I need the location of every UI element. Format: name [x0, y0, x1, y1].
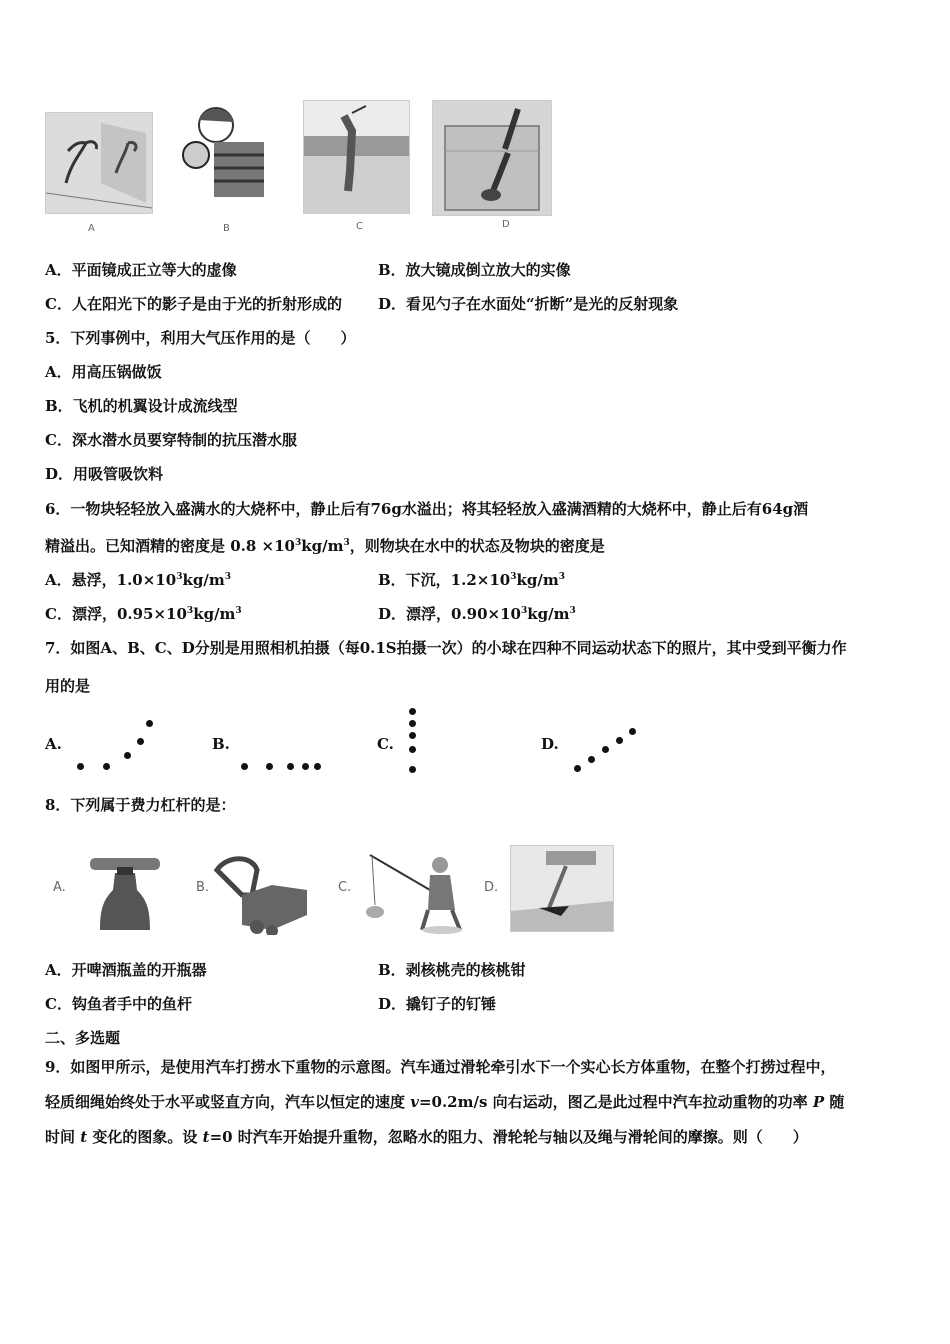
q5-option-a: A．用高压锅做饭 [45, 363, 162, 381]
q8-claw-hammer-image [510, 845, 614, 932]
q7-label-d: D. [541, 735, 559, 753]
q4-photo-b [176, 100, 276, 212]
q7-d-dot [629, 728, 636, 735]
q7-c-dot [409, 732, 416, 739]
q7-a-dot [103, 763, 110, 770]
q5-option-d: D．用吸管吸饮料 [45, 465, 164, 483]
q7-a-dot [124, 752, 131, 759]
q7-a-dot [137, 738, 144, 745]
q8-pic-label-c: C. [338, 880, 352, 895]
q7-d-dot [616, 737, 623, 744]
q7-b-dot [287, 763, 294, 770]
q8-option-c: C．钩鱼者手中的鱼杆 [45, 995, 192, 1013]
q4-caption-c: C [356, 221, 363, 232]
q7-label-b: B. [212, 735, 230, 753]
q8-option-b: B．剥核桃壳的核桃钳 [378, 961, 526, 979]
q4-caption-b: B [223, 223, 230, 234]
q8-pic-label-b: B. [196, 880, 210, 895]
q8-bottle-opener-image [85, 855, 165, 930]
q7-b-dot [302, 763, 309, 770]
q5-stem: 5．下列事例中，利用大气压作用的是（ ） [45, 329, 356, 347]
q8-option-a: A．开啤酒瓶盖的开瓶器 [45, 961, 207, 979]
q6-stem-line1: 6．一物块轻轻放入盛满水的大烧杯中，静止后有76g水溢出；将其轻轻放入盛满酒精的大烧杯中，静止后有64g酒 [45, 500, 809, 518]
q9-stem-line3: 时间 t 变化的图象。设 t=0 时汽车开始提升重物，忽略水的阻力、滑轮轮与轴以及绳与滑轮间的摩擦。则（ ） [45, 1128, 808, 1146]
q7-d-dot [602, 746, 609, 753]
q8-fishing-rod-image [360, 850, 470, 935]
q7-a-dot [146, 720, 153, 727]
q6-stem-line2: 精溢出。已知酒精的密度是 $0.8 \times 10^3kg/m^3$，则物块在水中的状态及物块的密度是 [45, 537, 605, 555]
q4-caption-a: A [88, 223, 95, 234]
q6-option-a: A．悬浮，$1.0\times 10^3kg/m^3$ [45, 571, 231, 589]
q7-c-dot [409, 720, 416, 727]
q7-label-a: A. [45, 735, 62, 753]
q8-stem: 8．下列属于费力杠杆的是： [45, 796, 236, 814]
q5-option-b: B．飞机的机翼设计成流线型 [45, 397, 238, 415]
q7-b-dot [266, 763, 273, 770]
q7-d-dot [574, 765, 581, 772]
q6-option-b: B．下沉，$1.2\times 10^3kg/m^3$ [378, 571, 565, 589]
q4-option-d: D．看见勺子在水面处“折断”是光的反射现象 [378, 295, 679, 313]
q4-photo-d [432, 100, 552, 216]
q9-stem-line1: 9．如图甲所示，是使用汽车打捞水下重物的示意图。汽车通过滑轮牵引水下一个实心长方体重物，在整个打捞过程中， [45, 1058, 836, 1076]
q7-stem-line1: 7．如图A、B、C、D分别是用照相机拍摄（每0.1S拍摄一次）的小球在四种不同运动状态下的照片，其中受到平衡力作 [45, 639, 847, 657]
q6-option-c: C．漂浮，$0.95\times 10^3kg/m^3$ [45, 605, 242, 623]
q4-option-b: B．放大镜成倒立放大的实像 [378, 261, 571, 279]
q5-option-c: C．深水潜水员要穿特制的抗压潜水服 [45, 431, 297, 449]
q7-a-dot [77, 763, 84, 770]
q8-pic-label-a: A. [53, 880, 66, 895]
q4-caption-d: D [502, 219, 510, 230]
q7-c-dot [409, 746, 416, 753]
q7-d-dot [588, 756, 595, 763]
q8-nutcracker-image [212, 855, 312, 935]
q7-b-dot [241, 763, 248, 770]
q8-pic-label-d: D. [484, 880, 499, 895]
q4-option-a: A．平面镜成正立等大的虚像 [45, 261, 237, 279]
q7-c-dot [409, 708, 416, 715]
q4-photo-c [303, 100, 410, 214]
q9-stem-line2: 轻质细绳始终处于水平或竖直方向，汽车以恒定的速度 v=0.2m/s 向右运动，图乙是此过程中汽车拉动重物的功率 P 随 [45, 1093, 845, 1111]
q7-c-dot [409, 766, 416, 773]
q7-stem-line2: 用的是 [45, 677, 91, 695]
q4-photo-a [45, 112, 153, 214]
q7-b-dot [314, 763, 321, 770]
q6-option-d: D．漂浮，$0.90\times 10^3kg/m^3$ [378, 605, 576, 623]
section-heading: 二、多选题 [45, 1029, 121, 1047]
q4-option-c: C．人在阳光下的影子是由于光的折射形成的 [45, 295, 342, 313]
q7-label-c: C. [377, 735, 394, 753]
q8-option-d: D．撬钉子的钉锤 [378, 995, 497, 1013]
